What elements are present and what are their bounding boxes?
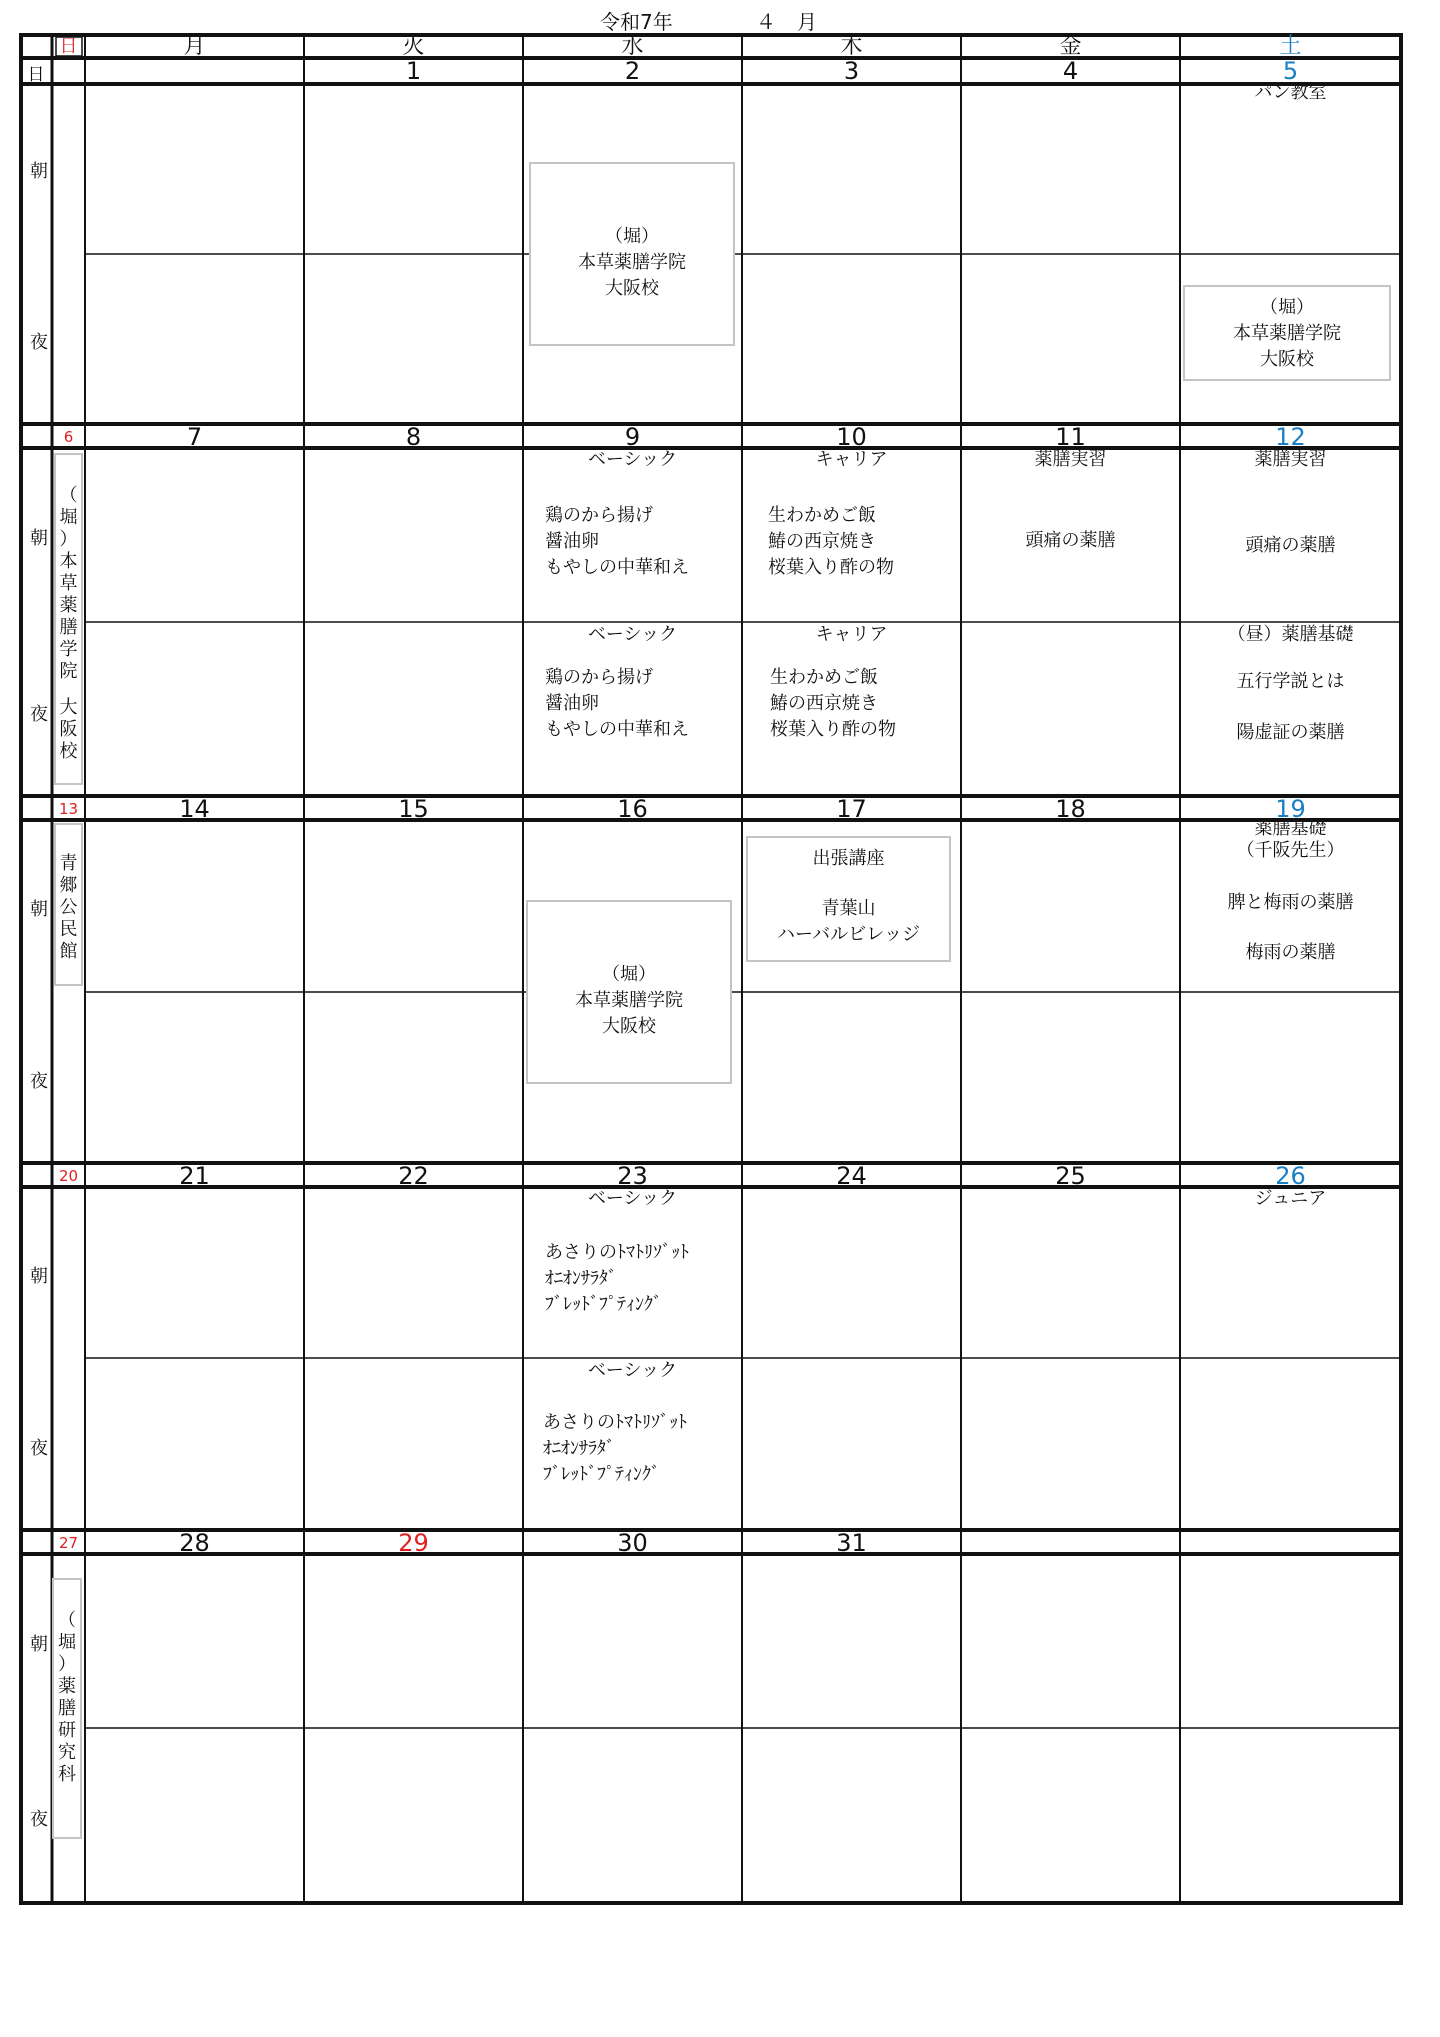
event-box-outreach (746, 836, 951, 962)
vertical-text (56, 485, 81, 763)
row-label-morning: 朝 (30, 1266, 48, 1287)
date-29: 29 (398, 1529, 429, 1557)
vertical-text (56, 853, 81, 963)
event-line: 大阪校 (605, 278, 659, 299)
row-label-night: 夜 (30, 1809, 48, 1830)
date-10: 10 (836, 423, 867, 451)
vchar: 校 (59, 741, 78, 762)
date-5: 5 (1282, 57, 1299, 85)
course-yakuzen-practice: 薬膳実習 (1034, 449, 1107, 470)
sunday-event-aogo (54, 823, 83, 986)
course-junior: ジュニア (1254, 1188, 1327, 1209)
vchar: 阪 (59, 719, 78, 740)
date-21: 21 (179, 1162, 210, 1190)
weekday-thu: 木 (840, 34, 863, 59)
menu-item: 生わかめご飯 (768, 505, 876, 526)
event-line: 大阪校 (1260, 349, 1314, 370)
menu-item: ﾌﾞﾚｯﾄﾞﾌﾟﾃｨﾝｸﾞ (545, 1294, 662, 1315)
date-12: 12 (1275, 423, 1306, 451)
course-basic: ベーシック (587, 624, 678, 645)
vchar: 堀 (59, 507, 78, 528)
course-basic: ベーシック (587, 449, 678, 470)
menu-item: もやしの中華和え (545, 719, 689, 740)
sunday-event-hori-6 (54, 453, 83, 785)
vchar: 薬 (59, 595, 78, 616)
vchar (56, 683, 81, 697)
sunday-event-hori-research (52, 1578, 82, 1839)
date-4: 4 (1062, 57, 1079, 85)
weekday-sun: 日 (59, 36, 78, 57)
weekday-fri: 金 (1059, 34, 1082, 59)
month-label: 月 (797, 10, 817, 34)
menu-item: 生わかめご飯 (770, 667, 878, 688)
menu-item: 脾と梅雨の薬膳 (1227, 892, 1354, 913)
vchar: 堀 (58, 1632, 76, 1653)
menu-item: 梅雨の薬膳 (1245, 942, 1336, 963)
date-31: 31 (836, 1529, 867, 1557)
event-line: 本草薬膳学院 (1233, 323, 1341, 344)
date-22: 22 (398, 1162, 429, 1190)
date-13: 13 (58, 800, 79, 818)
vchar: 本 (59, 551, 78, 572)
date-16: 16 (617, 795, 648, 823)
date-19: 19 (1275, 795, 1306, 823)
date-15: 15 (398, 795, 429, 823)
menu-item: 頭痛の薬膳 (1245, 535, 1336, 556)
event-line: （堀） (605, 226, 659, 247)
menu-item: ｵﾆｵﾝｻﾗﾀﾞ (543, 1438, 615, 1459)
menu-item: 鶏のから揚げ (545, 505, 653, 526)
vchar: 民 (59, 919, 78, 940)
row-label-morning: 朝 (30, 1634, 48, 1655)
sunday-col-label: 日 (27, 65, 45, 85)
menu-item: もやしの中華和え (545, 557, 689, 578)
event-line: （堀） (602, 964, 656, 985)
vchar: ） (58, 1654, 76, 1675)
course-yakuzen-basics: （昼）薬膳基礎 (1227, 624, 1354, 645)
date-8: 8 (405, 423, 422, 451)
date-11: 11 (1055, 423, 1086, 451)
menu-item: 醤油卵 (545, 693, 599, 714)
vchar: （ (58, 1610, 76, 1631)
event-line: （堀） (1260, 297, 1314, 318)
vchar: 草 (59, 573, 78, 594)
weekday-sat: 土 (1279, 34, 1302, 59)
menu-item: 鶏のから揚げ (545, 667, 653, 688)
menu-item: あさりのﾄﾏﾄﾘｿﾞｯﾄ (543, 1412, 687, 1433)
row-label-morning: 朝 (30, 161, 48, 182)
event-line: 大阪校 (602, 1016, 656, 1037)
event-line: 本草薬膳学院 (578, 252, 686, 273)
era-year: 令和7年 (600, 10, 673, 34)
menu-item: ｵﾆｵﾝｻﾗﾀﾞ (545, 1268, 617, 1289)
vchar: 膳 (58, 1698, 76, 1719)
weekday-wed: 水 (621, 34, 644, 59)
menu-item: 鰆の西京焼き (770, 693, 878, 714)
course-basic: ベーシック (587, 1360, 678, 1381)
event-line: 出張講座 (812, 848, 885, 869)
date-7: 7 (186, 423, 203, 451)
menu-item: 陽虚証の薬膳 (1236, 722, 1345, 743)
vchar: 究 (58, 1742, 76, 1763)
date-2: 2 (624, 57, 641, 85)
menu-item: 鰆の西京焼き (768, 531, 876, 552)
event-bread-class: パン教室 (1254, 82, 1327, 103)
event-line: 本草薬膳学院 (575, 990, 683, 1011)
course-instructor: （千阪先生） (1236, 840, 1345, 861)
row-label-night: 夜 (30, 1071, 48, 1092)
vertical-text (54, 1610, 80, 1786)
date-3: 3 (843, 57, 860, 85)
date-20: 20 (58, 1167, 79, 1185)
vchar: 科 (58, 1764, 76, 1785)
menu-item: ﾌﾞﾚｯﾄﾞﾌﾟﾃｨﾝｸﾞ (543, 1464, 660, 1485)
row-label-night: 夜 (30, 1438, 48, 1459)
vchar: 青 (59, 853, 78, 874)
menu-item: 桜葉入り酢の物 (768, 557, 894, 578)
row-label-morning: 朝 (30, 899, 48, 920)
date-23: 23 (617, 1162, 648, 1190)
row-label-morning: 朝 (30, 528, 48, 549)
vchar: 院 (59, 661, 78, 682)
date-18: 18 (1055, 795, 1086, 823)
course-yakuzen-basics (1180, 818, 1401, 862)
course-title: 薬膳基礎 (1254, 818, 1327, 839)
course-basic: ベーシック (587, 1188, 678, 1209)
date-28: 28 (179, 1529, 210, 1557)
menu-item: あさりのﾄﾏﾄﾘｿﾞｯﾄ (545, 1242, 689, 1263)
date-14: 14 (179, 795, 210, 823)
vchar: 館 (59, 941, 78, 962)
event-line (748, 872, 949, 896)
course-yakuzen-practice: 薬膳実習 (1254, 449, 1327, 470)
row-label-night: 夜 (30, 332, 48, 353)
menu-item: 頭痛の薬膳 (1025, 530, 1116, 551)
event-box-hori-16 (526, 900, 732, 1084)
date-25: 25 (1055, 1162, 1086, 1190)
date-9: 9 (624, 423, 641, 451)
course-career: キャリア (815, 624, 888, 645)
vchar: ） (59, 529, 78, 550)
date-17: 17 (836, 795, 867, 823)
month-number: ４ (756, 10, 776, 34)
vchar: （ (59, 485, 78, 506)
date-27: 27 (58, 1534, 79, 1552)
date-6: 6 (63, 428, 74, 446)
weekday-mon: 月 (183, 34, 206, 59)
vchar: 公 (59, 897, 78, 918)
date-1: 1 (405, 57, 422, 85)
event-box-hori-1 (529, 162, 735, 346)
menu-item: 醤油卵 (545, 531, 599, 552)
weekday-tue: 火 (402, 34, 425, 59)
row-label-night: 夜 (30, 704, 48, 725)
course-career: キャリア (815, 449, 888, 470)
vchar: 郷 (59, 875, 78, 896)
menu-item: 五行学説とは (1236, 671, 1345, 692)
date-30: 30 (617, 1529, 648, 1557)
event-line: ハーバルビレッジ (777, 924, 920, 945)
vchar: 薬 (58, 1676, 76, 1697)
event-line: 青葉山 (821, 898, 876, 919)
vchar: 大 (59, 697, 78, 718)
vchar: 学 (59, 639, 78, 660)
menu-item: 桜葉入り酢の物 (770, 719, 896, 740)
date-26: 26 (1275, 1162, 1306, 1190)
date-24: 24 (836, 1162, 867, 1190)
vchar: 膳 (59, 617, 78, 638)
vchar: 研 (58, 1720, 76, 1741)
event-box-hori-5 (1183, 285, 1391, 381)
